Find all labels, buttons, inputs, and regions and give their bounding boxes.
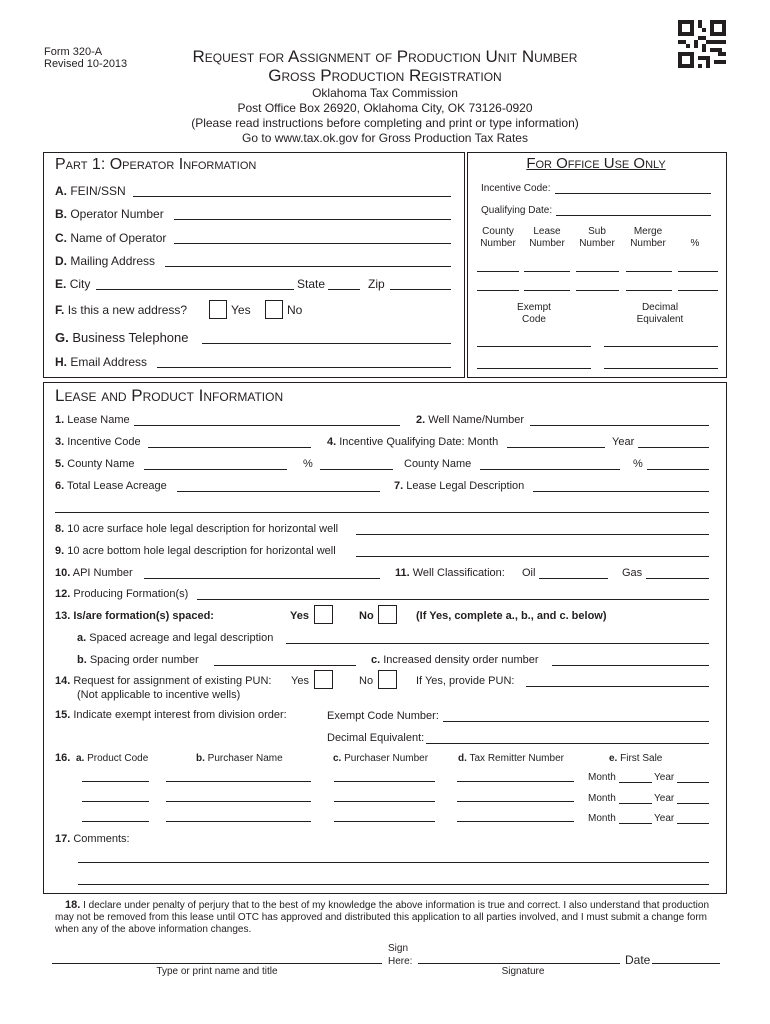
- first-sale-month-label-3: Month: [588, 813, 616, 824]
- product-code-field-1[interactable]: [82, 781, 149, 782]
- county-name-2-field[interactable]: [480, 469, 620, 470]
- date-field[interactable]: [652, 963, 720, 964]
- lease-legal-desc-field-2[interactable]: [55, 512, 709, 513]
- office-county-number-header: County Number: [480, 226, 516, 249]
- office-county-field-1[interactable]: [477, 271, 519, 272]
- first-sale-month-field-3[interactable]: [619, 823, 652, 824]
- qr-code-icon: [678, 20, 726, 68]
- well-name-field[interactable]: [530, 425, 709, 426]
- spaced-yes-checkbox[interactable]: [314, 605, 333, 624]
- surface-hole-label: 8. 10 acre surface hole legal description for horizontal well: [55, 523, 339, 535]
- office-sub-number-header: Sub Number: [579, 226, 615, 249]
- office-decimal-header: Decimal Equivalent: [636, 302, 684, 325]
- first-sale-header: e. First Sale: [609, 753, 663, 764]
- email-field[interactable]: [157, 367, 451, 368]
- spacing-order-field[interactable]: [214, 665, 356, 666]
- office-incentive-code-label: Incentive Code:: [481, 183, 551, 194]
- county-name-2-label: County Name: [404, 458, 472, 470]
- existing-pun-no-label: No: [359, 675, 374, 687]
- city-label: E. City: [55, 277, 91, 291]
- comments-field-2[interactable]: [78, 884, 709, 885]
- mailing-address-field[interactable]: [165, 266, 451, 267]
- purchaser-name-field-2[interactable]: [166, 801, 311, 802]
- incentive-year-label: Year: [612, 436, 635, 448]
- office-sub-field-1[interactable]: [576, 271, 619, 272]
- business-telephone-label: G. Business Telephone: [55, 330, 189, 345]
- tax-remitter-field-1[interactable]: [457, 781, 574, 782]
- office-sub-field-2[interactable]: [576, 290, 619, 291]
- signature-caption: Signature: [501, 966, 545, 977]
- api-number-label: 10. API Number: [55, 567, 133, 579]
- fein-label: A. FEIN/SSN: [55, 184, 126, 198]
- new-address-label: F. Is this a new address?: [55, 303, 188, 317]
- spaced-no-checkbox[interactable]: [378, 605, 397, 624]
- spaced-no-label: No: [359, 610, 374, 622]
- form-number: Form 320-A Revised 10-2013: [44, 46, 128, 70]
- lease-section-title: Lease and Product Information: [55, 386, 284, 405]
- tax-remitter-field-3[interactable]: [457, 821, 574, 822]
- county-name-field[interactable]: [144, 469, 287, 470]
- gas-field[interactable]: [646, 578, 709, 579]
- printed-name-field[interactable]: [52, 963, 382, 964]
- total-acreage-label: 6. Total Lease Acreage: [55, 480, 167, 492]
- office-qualifying-date-field[interactable]: [556, 215, 711, 216]
- provide-pun-label: If Yes, provide PUN:: [416, 675, 515, 687]
- first-sale-year-label-2: Year: [654, 793, 675, 804]
- office-incentive-code-field[interactable]: [555, 193, 711, 194]
- operator-number-field[interactable]: [174, 219, 451, 220]
- purchaser-number-field-1[interactable]: [334, 781, 435, 782]
- first-sale-year-label-3: Year: [654, 813, 675, 824]
- spaced-label: 13. Is/are formation(s) spaced:: [55, 610, 214, 622]
- oil-label: Oil: [522, 567, 536, 579]
- oil-field[interactable]: [539, 578, 608, 579]
- office-percent-header: %: [690, 238, 700, 249]
- agency-address: Post Office Box 26920, Oklahoma City, OK 73126-0920: [237, 101, 533, 115]
- first-sale-month-field-1[interactable]: [619, 782, 652, 783]
- state-field[interactable]: [328, 289, 360, 290]
- lease-legal-desc-label: 7. Lease Legal Description: [394, 480, 525, 492]
- office-exempt-field-1[interactable]: [477, 346, 591, 347]
- first-sale-month-field-2[interactable]: [619, 803, 652, 804]
- spaced-yes-label: Yes: [290, 610, 309, 622]
- email-label: H. Email Address: [55, 355, 148, 369]
- zip-field[interactable]: [390, 289, 451, 290]
- product-code-field-3[interactable]: [82, 821, 149, 822]
- existing-pun-yes-label: Yes: [291, 675, 309, 687]
- producing-formations-label: 12. Producing Formation(s): [55, 588, 189, 600]
- first-sale-month-label-2: Month: [588, 793, 616, 804]
- office-percent-field-1[interactable]: [678, 271, 718, 272]
- density-order-label: c. Increased density order number: [371, 654, 539, 666]
- incentive-code-field[interactable]: [148, 447, 311, 448]
- new-address-no-label: No: [287, 303, 303, 317]
- office-lease-field-2[interactable]: [524, 290, 570, 291]
- first-sale-year-label-1: Year: [654, 772, 675, 783]
- county-percent-label: %: [303, 458, 313, 470]
- surface-hole-field[interactable]: [356, 534, 709, 535]
- bottom-hole-field[interactable]: [356, 556, 709, 557]
- declaration-text: 18. I declare under penalty of perjury that to the best of my knowledge the above information is true and correct. I also understand that production may not be removed from this lease until OTC has approved and distributed this application to all parties involved, and I must submit a change form when any of the above information changes.: [55, 899, 710, 935]
- api-number-field[interactable]: [144, 578, 380, 579]
- existing-pun-no-checkbox[interactable]: [378, 670, 397, 689]
- title-line-2: Gross Production Registration: [268, 66, 502, 85]
- office-lease-field-1[interactable]: [524, 271, 570, 272]
- office-decimal-field-2[interactable]: [604, 368, 718, 369]
- existing-pun-yes-checkbox[interactable]: [314, 670, 333, 689]
- well-name-label: 2. Well Name/Number: [416, 414, 525, 426]
- provide-pun-field[interactable]: [526, 686, 709, 687]
- office-merge-field-2[interactable]: [626, 290, 672, 291]
- existing-pun-note: (Not applicable to incentive wells): [77, 689, 241, 701]
- business-telephone-field[interactable]: [202, 343, 451, 344]
- incentive-year-field[interactable]: [638, 447, 709, 448]
- office-exempt-code-header: Exempt Code: [517, 302, 551, 325]
- printed-name-caption: Type or print name and title: [156, 966, 278, 977]
- first-sale-year-field-2[interactable]: [677, 803, 709, 804]
- lease-name-label: 1. Lease Name: [55, 414, 130, 426]
- purchaser-name-field-3[interactable]: [166, 821, 311, 822]
- total-acreage-field[interactable]: [177, 491, 380, 492]
- agency-name: Oklahoma Tax Commission: [312, 86, 458, 100]
- purchaser-name-field-1[interactable]: [166, 781, 311, 782]
- rates-link-text: Go to www.tax.ok.gov for Gross Production Tax Rates: [242, 131, 528, 145]
- office-merge-number-header: Merge Number: [630, 226, 666, 249]
- first-sale-year-field-1[interactable]: [677, 782, 709, 783]
- lease-legal-desc-field[interactable]: [533, 491, 709, 492]
- new-address-yes-checkbox[interactable]: [209, 300, 227, 319]
- decimal-equivalent-field[interactable]: [426, 743, 709, 744]
- instructions-note: (Please read instructions before completing and print or type information): [191, 116, 579, 130]
- county-percent-2-label: %: [633, 458, 643, 470]
- lease-name-field[interactable]: [134, 425, 400, 426]
- spacing-order-label: b. Spacing order number: [77, 654, 199, 666]
- state-label: State: [297, 277, 326, 291]
- city-field[interactable]: [96, 289, 294, 290]
- zip-label: Zip: [368, 277, 385, 291]
- first-sale-year-field-3[interactable]: [677, 823, 709, 824]
- office-county-field-2[interactable]: [477, 290, 519, 291]
- county-percent-field[interactable]: [320, 469, 393, 470]
- producing-formations-field[interactable]: [197, 599, 709, 600]
- sign-here-label: Sign Here:: [388, 943, 413, 967]
- purchaser-number-field-3[interactable]: [334, 821, 435, 822]
- office-qualifying-date-label: Qualifying Date:: [481, 205, 553, 216]
- fein-field[interactable]: [133, 196, 451, 197]
- office-lease-number-header: Lease Number: [529, 226, 565, 249]
- signature-field[interactable]: [418, 963, 620, 964]
- purchaser-name-header: b. Purchaser Name: [196, 753, 283, 764]
- spaced-note: (If Yes, complete a., b., and c. below): [416, 610, 607, 622]
- incentive-date-label: 4. Incentive Qualifying Date: Month: [327, 436, 499, 448]
- date-label: Date: [625, 953, 651, 967]
- mailing-address-label: D. Mailing Address: [55, 254, 156, 268]
- agency-block: [120, 86, 650, 146]
- incentive-code-label: 3. Incentive Code: [55, 436, 141, 448]
- comments-field-1[interactable]: [78, 862, 709, 863]
- exempt-interest-label: 15. Indicate exempt interest from division order:: [55, 709, 287, 721]
- new-address-yes-label: Yes: [231, 303, 251, 317]
- office-use-title: For Office Use Only: [526, 155, 666, 172]
- density-order-field[interactable]: [552, 665, 709, 666]
- product-code-field-2[interactable]: [82, 801, 149, 802]
- form-title: [150, 47, 620, 85]
- product-code-header: a. Product Code: [76, 753, 149, 764]
- exempt-code-number-label: Exempt Code Number:: [327, 710, 439, 722]
- incentive-month-field[interactable]: [507, 447, 605, 448]
- comments-label: 17. Comments:: [55, 833, 130, 845]
- purchaser-section-number: 16.: [55, 752, 71, 764]
- office-exempt-field-2[interactable]: [477, 368, 591, 369]
- bottom-hole-label: 9. 10 acre bottom hole legal description for horizontal well: [55, 545, 336, 557]
- spaced-acreage-field[interactable]: [286, 643, 709, 644]
- new-address-no-checkbox[interactable]: [265, 300, 283, 319]
- operator-number-label: B. Operator Number: [55, 207, 164, 221]
- office-decimal-field-1[interactable]: [604, 346, 718, 347]
- purchaser-number-field-2[interactable]: [334, 801, 435, 802]
- tax-remitter-header: d. Tax Remitter Number: [458, 753, 564, 764]
- title-line-1: Request for Assignment of Production Unit Number: [192, 47, 578, 66]
- well-class-label: 11. Well Classification:: [395, 567, 505, 579]
- operator-name-label: C. Name of Operator: [55, 231, 167, 245]
- purchaser-number-header: c. Purchaser Number: [333, 753, 429, 764]
- part1-title: Part 1: Operator Information: [55, 156, 257, 173]
- office-percent-field-2[interactable]: [678, 290, 718, 291]
- exempt-code-number-field[interactable]: [443, 721, 709, 722]
- first-sale-month-label-1: Month: [588, 772, 616, 783]
- office-merge-field-1[interactable]: [626, 271, 672, 272]
- spaced-acreage-label: a. Spaced acreage and legal description: [77, 632, 274, 644]
- county-name-label: 5. County Name: [55, 458, 135, 470]
- tax-remitter-field-2[interactable]: [457, 801, 574, 802]
- county-percent-2-field[interactable]: [647, 469, 709, 470]
- gas-label: Gas: [622, 567, 643, 579]
- decimal-equivalent-label: Decimal Equivalent:: [327, 732, 425, 744]
- existing-pun-label: 14. Request for assignment of existing PUN:: [55, 675, 272, 687]
- operator-name-field[interactable]: [174, 243, 451, 244]
